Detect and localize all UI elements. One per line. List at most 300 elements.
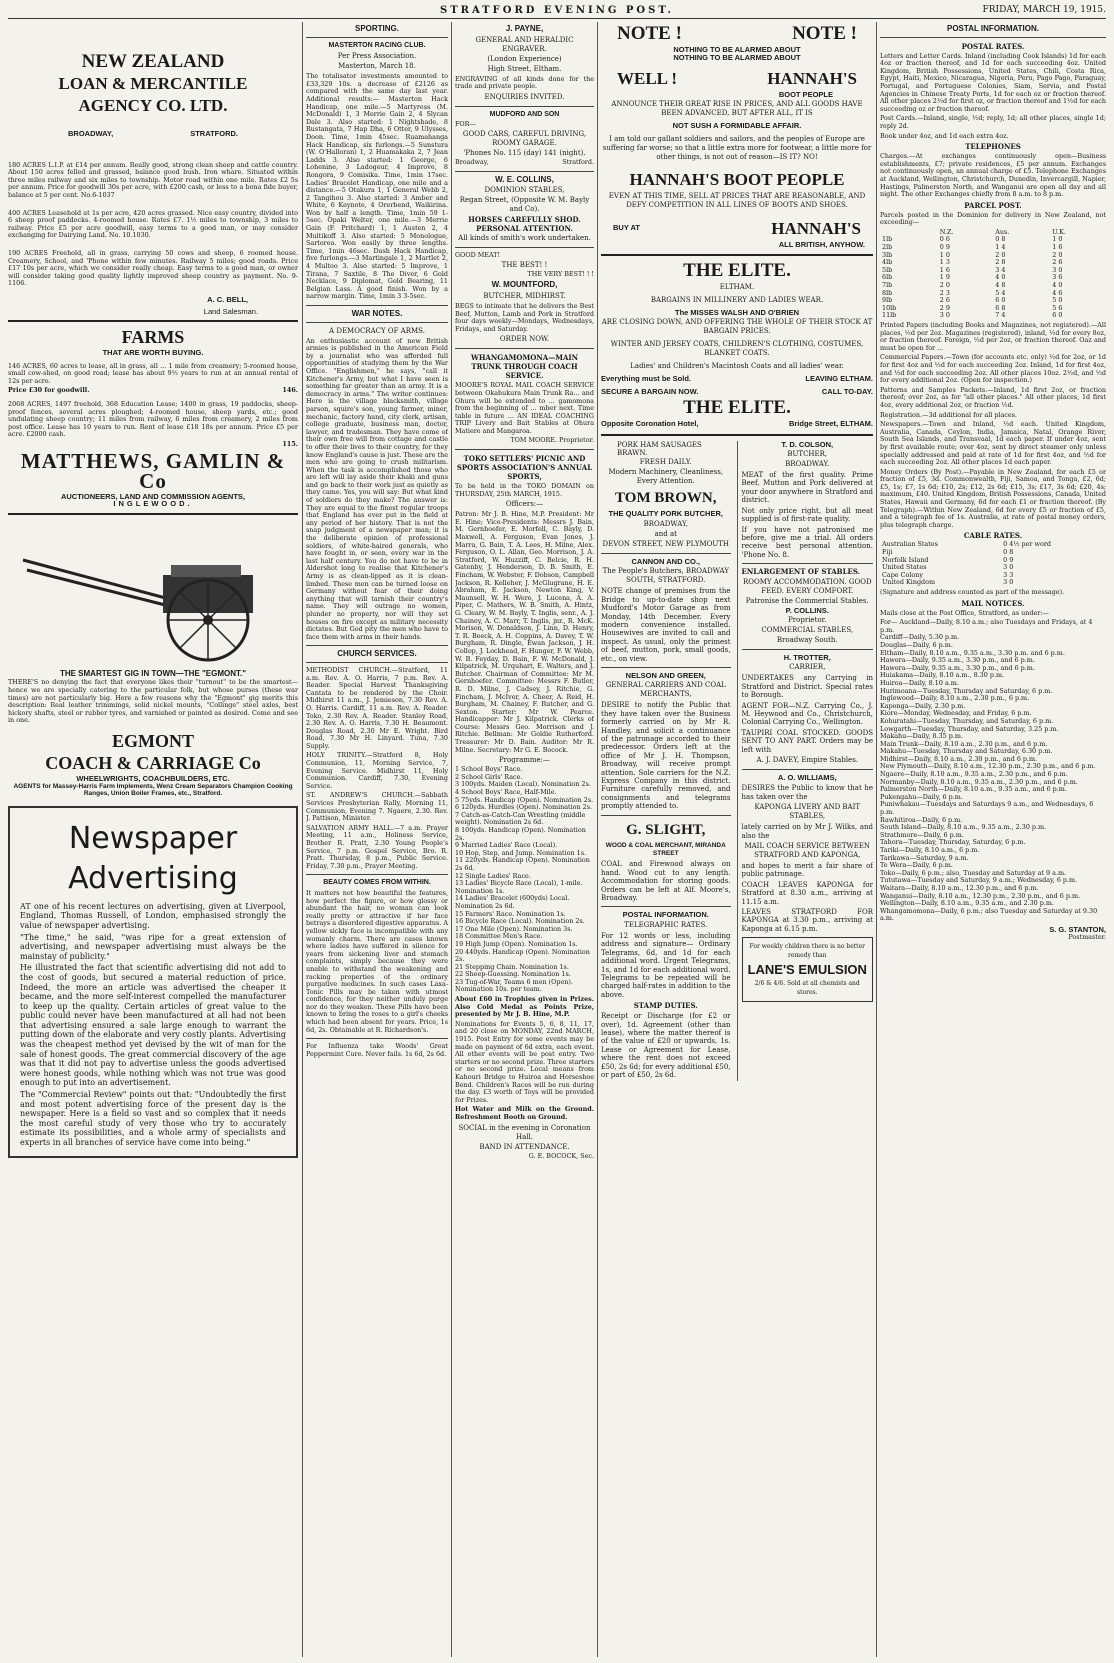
- mudford-address: [455, 159, 594, 167]
- table-cell: 6 0: [995, 296, 1006, 305]
- colson-text: MEAT of the first quality. Prime Beef, Mutton and Pork delivered at your door anywhere in Stratford and district.: [741, 471, 873, 505]
- money-orders: Money Orders (By Post).—Payable in New Zealand, for each £5 or fraction of £5, 3d. Commonwealth, Fiji, Samoa, and Tonga, £2, 6d; £5, 1s; £7, 1s 6d; £10, 2s; £12, 2s 6d; £15, 3s; £17, 3s 6d; £20, 4s; maximum, £40. United Kingdom, British Possessions, Canada, United States, Hawaii and Germany, 6d for each £1 or fraction thereof. (By Telegraph).—Within New Zealand, 6d for every £5 or fraction of £5, and a telegraph fee of 1s. Australia, at rate of postal money orders, plus telegraph charge.: [880, 467, 1106, 529]
- divider: [455, 247, 594, 248]
- mail-coach-text: and hopes to merit a fair share of public patronage.: [741, 862, 873, 879]
- table-cell: 6 0: [1052, 311, 1063, 320]
- table-header: N.Z.: [939, 227, 954, 236]
- land-listing: 190 ACRES Freehold, all in grass, carrying 50 cows and sheep, 6 roomed house. Creamery, School, and 'Phone within few minutes. Railway 5 miles; good roads. Price £17 10s per acre, which we consider really cheap. Easy terms to a good man, or owner will consider taking good quality lightly improved sheep country as payment. No. 9-1106.: [8, 248, 298, 288]
- column-rule: [597, 22, 598, 1657]
- nz-loan-title-2: LOAN & MERCANTILE: [58, 74, 248, 93]
- table-row: [880, 312, 1106, 320]
- list-item: New Plymouth—Daily, 8.10 a.m., 12.30 p.m., 2.30 p.m., and 6 p.m.: [880, 762, 1096, 771]
- column-rule: [876, 22, 877, 1657]
- list-item: 1 School Boys' Race.: [455, 765, 523, 774]
- divider: [306, 645, 448, 646]
- church-notice: HOLY TRINITY.—Stratford 8, Holy Communion, 11, Morning Service, 7, Evening Service. Midhirst 11, Holy Communion. Cardiff, 7.30, Evening Service.: [306, 751, 448, 790]
- list-item: Hurimoana—Tuesday, Thursday and Saturday, 6 p.m.: [880, 686, 1053, 695]
- elite-closing: ARE CLOSING DOWN, AND OFFERING THE WHOLE OF THEIR STOCK AT BARGAIN PRICES.: [601, 318, 873, 336]
- postal-rates-heading: POSTAL RATES.: [961, 41, 1025, 51]
- list-item: 23 Tug-of-War, Teams 6 men (Open). Nomination 10s. per team.: [455, 977, 573, 994]
- divider: [601, 815, 731, 816]
- tom-brown-quality: THE QUALITY PORK BUTCHER,: [608, 509, 723, 519]
- buy-at: BUY AT: [613, 223, 640, 233]
- farm-listing: 2068 ACRES, 1497 freehold, 368 Education Lease; 1400 in grass, 19 paddocks, sheep-proof fences, several acres ploughed; 4-roomed house, sheep yards, etc.; good undulating sheep country; 11 miles from railway, 6 miles from creamery, 2 miles from post office. Lease has 10 years to run. Rent of lease £18 18s per annum. Price £5 per acre. £2000 cash.: [8, 400, 298, 439]
- proprietor-label: Proprietor.: [788, 615, 827, 624]
- telegraphic-text: For 12 words or less, including address and signature— Ordinary Telegrams, 6d, and 1d for each additional word. Urgent Telegrams, 1s, and 1d for each additional word. Telegrams to be repeated will be charged half-rates in addition to the above.: [601, 931, 731, 999]
- williams-title: A. O. WILLIAMS,: [777, 773, 837, 782]
- well-hannahs-row: [601, 63, 873, 91]
- hannahs-text-2: HANNAH'S: [771, 218, 861, 238]
- trotter-davey: A. J. DAVEY, Empire Stables.: [756, 756, 859, 764]
- list-item: Kaponga—Daily, 2.30 p.m.: [880, 701, 966, 710]
- advertising-paragraph: He illustrated the fact that scientific advertising did not add to the cost of goods, but secured a material reduction of price. Indeed, the more an article was advertised the cheaper it became, and the more self-interest compelled the manufacturer to keep up the quality. Certain articles of great value to the public could never have been manufactured at all had not been that advertising ensured a sale large enough to warrant the putting down of the elaborate and very costly plants. Advertising was the cheapest method yet devised by the wit of man for the sale of honest goods. The great commercial discovery of the age was that it did not pay to advertise unless the goods advertised were honest goods, while nothing which was not true was good enough to put into an advertisement.: [20, 963, 286, 1088]
- table-cell: 2 8: [995, 258, 1006, 267]
- payne-name: J. PAYNE,: [505, 24, 544, 33]
- toko-nominations: Nominations for Events 5, 6, 8, 11, 17, and 20 close on MONDAY, 22nd MARCH, 1915. Post Entry for some events may be made on payment of 6d extra, each event. All other events will be post entry. Two starters or no second prize. Three starters or no second prize. Local means from Kahouri Bridge to Huiroa and Horseshoe Bend. Children's Races will be run during the day. £3 worth of Toys will be provided for Prizes.: [455, 1019, 594, 1104]
- divider: [601, 254, 873, 256]
- telephones-heading: TELEPHONES: [965, 142, 1021, 152]
- table-cell: 7 4: [995, 311, 1006, 320]
- divider: [306, 322, 448, 323]
- list-item: Ngaere—Daily, 8.10 a.m., 9.35 a.m., 2.30 p.m., and 6 p.m.: [880, 770, 1068, 779]
- stamp-text: Receipt or Discharge (for £2 or over), 1d. Agreement (other than lease), where the matter thereof is of the value of £20 or upwards, 1s. Lease or Agreement for Lease, where the rent does not exceed £50, 2s 6d; for every additional £50, or part of £50, 2s 6d.: [601, 1012, 731, 1079]
- list-item: 16 Bicycle Race (Local). Nomination 2s.: [455, 917, 585, 926]
- hannahs-boot-people: HANNAH'S BOOT PEOPLE: [629, 169, 845, 189]
- farm-number: 115.: [282, 440, 298, 449]
- list-item: Inglewood—Daily, 8.10 a.m., 2.30 p.m., 6 p.m.: [880, 694, 1030, 703]
- divider: [601, 553, 731, 554]
- list-item: Puniwhakau—Tuesdays and Saturdays 9 a.m., and Wednesdays, 6 p.m.: [880, 800, 1094, 817]
- salesman-name: A. C. BELL,: [207, 294, 248, 304]
- toko-secretary: G. E. BOCOCK, Sec.: [528, 1151, 594, 1160]
- advertising-paragraph: AT one of his recent lectures on advertising, given at Liverpool, England, Thomas Russell, of London, emphasised strongly the value of newspaper advertising.: [20, 901, 286, 930]
- table-cell: 2 0: [1052, 250, 1063, 259]
- collins-proprietor: P. COLLINS.: [785, 605, 829, 615]
- list-item: 6 120yds. Hurdles (Open). Nomination 2s.: [455, 803, 593, 812]
- mail-notices-heading: MAIL NOTICES.: [961, 598, 1025, 608]
- mail-list: [880, 619, 1106, 923]
- table-row: [880, 236, 1106, 244]
- post-card-rates: Post Cards.—Inland, single, ½d; reply, 1d; all other places, single 1d; reply 2d.: [880, 114, 1106, 130]
- list-item: Wellington—Daily, 8.10 a.m., 9.35 a.m., and 2.30 p.m.: [880, 899, 1054, 908]
- divider: [601, 434, 873, 436]
- collins-address: Regan Street, (Opposite W. M. Bayly and Co).: [459, 196, 590, 214]
- postmaster-name: S. G. STANTON,: [1049, 924, 1106, 934]
- toko-date: To be held in the TOKO DOMAIN on THURSDAY, 25th MARCH, 1915.: [455, 482, 594, 498]
- all-british: ALL BRITISH, ANYHOW.: [778, 239, 865, 249]
- divider: [8, 513, 298, 515]
- list-item: Makahu—Tuesday, Thursday and Saturday, 6.30 p.m.: [880, 747, 1053, 756]
- parcel-table: [880, 229, 1106, 320]
- newspapers-rates: Newspapers.—Town and Inland, ½d each. United Kingdom, Australia, Canada, Ceylon, India, Jamaica, Natal, Orange River, South Sea Islands, and Transvaal, 1d each paper. If under 4oz, sent by first available route; over 4oz, sent by direct steamer only unless specially addressed and paid at rate of 1d for first 4oz, and ½d for each succeeding 2oz. All other places 1d each paper.: [880, 420, 1106, 467]
- nz-loan-address-left: BROADWAY,: [68, 129, 114, 138]
- gig-illustration: [8, 520, 298, 670]
- nz-loan-title: NEW ZEALAND: [81, 51, 225, 72]
- buy-at-row: [601, 211, 873, 241]
- egmont-coach-title-2: COACH & CARRIAGE Co: [45, 752, 261, 773]
- cannon-text: NOTE change of premises from the Bridge to up-to-date shop next Mudford's Motor Garage as from Monday, 14th December. Every modern convenience installed. Housewives are invited to call and inspect. As usual, only the primest of beef, mutton, pork, small goods, etc., on view.: [601, 587, 731, 663]
- farm-number: 146.: [282, 386, 298, 395]
- list-item: Kiore—Monday, Wednesday, and Friday, 6 p.m.: [880, 709, 1032, 718]
- list-item: Wanganui—Daily, 8.10 a.m., 12.30 p.m., 2.30 p.m., and 6 p.m.: [880, 891, 1081, 900]
- table-cell: 4 0: [1052, 281, 1063, 290]
- farms-subtitle: THAT ARE WORTH BUYING.: [102, 348, 204, 358]
- racing-heading: MASTERTON RACING CLUB.: [328, 41, 426, 49]
- stamp-heading: STAMP DUTIES.: [633, 1001, 698, 1011]
- commercial-stables: COMMERCIAL STABLES,: [761, 625, 854, 634]
- colson-text-2: Not only price right, but all meat supplied is of first-rate quality.: [741, 506, 873, 524]
- list-item: 21 Stepping Chain. Nomination 1s.: [455, 962, 569, 971]
- divider: [742, 649, 873, 650]
- announce-text: ANNOUNCE THEIR GREAT RISE IN PRICES, AND ALL GOODS HAVE BEEN ADVANCED, BUT AFTER ALL, IT IS: [611, 100, 863, 118]
- table-row: [880, 579, 1106, 587]
- table-cell: 1 6: [1052, 243, 1063, 252]
- mountford-subtitle: BUTCHER, MIDHIRST.: [483, 291, 566, 300]
- table-cell: 4 6: [1052, 288, 1063, 297]
- newspaper-advertising-title-2: Advertising: [68, 860, 238, 896]
- toko-heading: TOKO SETTLERS' PICNIC AND SPORTS ASSOCIATION'S ANNUAL SPORTS,: [456, 454, 593, 482]
- table-cell: 3 0: [1052, 265, 1063, 274]
- farms-title: FARMS: [121, 327, 185, 348]
- colson-text-3: If you have not patronised me before, give me a trial. All orders receive best personal attention. 'Phone No. 8.: [741, 525, 873, 559]
- list-item: 11 220yds. Handicap (Open). Nomination 2s 6d.: [455, 856, 590, 872]
- table-cell: 6lb: [882, 273, 893, 282]
- church-notice: METHODIST CHURCH.—Stratford, 11 a.m. Rev. A. O. Harris, 7 p.m. Rev. A. Reader. Special Harvest Thanksgiving Cantata to be rendered by the Choir. Midhirst 11 a.m., J. Jemieson, 7.30 Rev. A. O. Harris. Cardiff, 11 a.m. Rev. A. Reader. Toko, 2.30 Rev. A. Reader. Stanley Road, 2.30 Rev. A. O. Harris, 7.30 H. Beaumont. Douglas Road, 2.30 Mr E. Wright. Bird Road, 7.30 Mr H. Linyard. Tuna, 7.30 Supply.: [306, 665, 448, 750]
- tom-brown-broadway: BROADWAY,: [643, 519, 688, 528]
- list-item: 22 Sheep-Guessing. Nomination 1s.: [455, 970, 571, 979]
- table-cell: 3 0: [939, 311, 950, 320]
- postal-info-heading: POSTAL INFORMATION.: [947, 24, 1039, 33]
- list-item: Kohuratahi—Tuesday, Thursday, and Saturday, 6 p.m.: [880, 716, 1054, 725]
- table-cell: 0 9: [1003, 555, 1014, 564]
- emulsion-ad: [742, 937, 873, 1002]
- trotter-title: H. TROTTER,: [783, 652, 831, 662]
- not-such-affair: NOT SUSH A FORMIDABLE AFFAIR.: [672, 121, 802, 131]
- payne-text: ENGRAVING of all kinds done for the trade and private people.: [455, 74, 594, 91]
- told-text: I am told our gallant soldiers and sailors, and the peoples of Europe are suffering far worse; so that a little extra more for footwear, a little more for other things, is not out of reason—IS IT? NO!: [602, 134, 872, 161]
- toko-programme: [455, 766, 594, 994]
- table-cell: 4lb: [882, 258, 893, 267]
- parcel-intro: Parcels posted in the Dominion for delivery in New Zealand, not exceeding—: [880, 210, 1106, 227]
- collins-text: HORSES CAREFULLY SHOD. PERSONAL ATTENTION.: [468, 215, 581, 234]
- printed-papers: Printed Papers (including Books and Magazines, not registered).—All places, ½d per 2oz. Magazines (registered), inland, ½d for every 8oz, or fraction thereof. Foreign, ½d per 2oz, or fraction thereof. Oaz and must be open for ...: [880, 321, 1106, 352]
- matthews-gamlin-subtitle: AUCTIONEERS, LAND AND COMMISSION AGENTS,: [60, 491, 246, 501]
- divider: [742, 563, 873, 564]
- postal-heading: POSTAL INFORMATION.: [622, 910, 709, 920]
- matthews-gamlin-town: INGLEWOOD.: [113, 499, 193, 509]
- tom-brown-devon: DEVON STREET, NEW PLYMOUTH: [602, 539, 730, 548]
- table-cell: United States: [882, 563, 927, 572]
- note-header: [601, 22, 873, 46]
- divider: [601, 667, 731, 668]
- divider: [306, 874, 448, 875]
- toko-officers-heading: Officers:—: [505, 500, 544, 509]
- list-item: Tariki—Daily, 8.10 a.m., 6 p.m.: [880, 846, 980, 854]
- elite-bridge: Bridge Street, ELTHAM.: [788, 419, 873, 429]
- table-cell: 3 4: [995, 265, 1006, 274]
- table-cell: Cape Colony: [882, 570, 923, 579]
- toko-prizes: About £60 in Trophies given in Prizes. Also Cold Medal as Points Prize, presented by Mr J. B. Hine, M.P.: [455, 995, 594, 1019]
- table-cell: 11lb: [882, 311, 897, 320]
- salesman-title: Land Salesman.: [203, 306, 258, 316]
- list-item: 15 Farmers' Race. Nomination 1s.: [455, 909, 566, 918]
- letter-rates: Letters and Letter Cards. Inland (including Cook Islands) 1d for each 4oz or fraction thereof, and 1d for each succeeding 4oz. United Kingdom, British Possessions, United States, Chili, Costa Rica, Egypt, Haiti, Mexico, Nicaragua, Nigeria, Peru, Pago Pago, Paraguay, Portugal, and Portuguese Colonies, Siam, Servia, and Postal Agencies in Chinese Treaty Ports, 1d for each oz or fraction thereof. All other places 2½d for first oz, or fraction thereof and 1½d for each succeeding oz or fraction thereof.: [880, 51, 1106, 113]
- coach-leaves-kaponga: COACH LEAVES KAPONGA for Stratford at 8.30 a.m., arriving at 11.15 a.m.: [741, 880, 873, 906]
- list-item: Strathmore—Daily, 6 p.m.: [880, 830, 964, 839]
- table-cell: 0 4½ per word: [1003, 540, 1051, 549]
- table-cell: 3 0: [1003, 578, 1014, 587]
- influenza-notice: For Influenza take Woods' Great Peppermint Cure. Never fails. 1s 6d, 2s 6d.: [306, 1042, 448, 1058]
- kaponga-text: lately carried on by Mr J. Wilks, and also the: [741, 823, 873, 840]
- table-cell: 5 4: [995, 288, 1006, 297]
- table-cell: 0 8: [995, 235, 1006, 244]
- toko-band: BAND IN ATTENDANCE.: [479, 1142, 570, 1151]
- elite-leaving: LEAVING ELTHAM.: [805, 374, 873, 384]
- registration: Registration.—3d additional for all places.: [880, 410, 1017, 419]
- land-listing: 400 ACRES Leasehold at 1s per acre, 420 acres grassed. Nice easy country, divided into 6 sheep proof paddocks. 4-roomed house. Rates £7. 1½ miles to township, 3 miles to railway. Price £5 per acre goodwill, easy terms to a good man, or may consider exchanging for Dairying Land. No. 10.1030.: [8, 208, 298, 240]
- table-cell: 1 4: [995, 243, 1006, 252]
- collins-text-2: All kinds of smith's work undertaken.: [458, 234, 591, 243]
- racing-dateline: Masterton, March 18.: [338, 62, 416, 71]
- elite-town: ELTHAM.: [719, 283, 755, 292]
- church-services-heading: CHURCH SERVICES.: [337, 649, 417, 659]
- toko-refreshments: Hot Water and Milk on the Ground. Refreshment Booth on Ground.: [455, 1105, 594, 1121]
- divider: [306, 1038, 448, 1039]
- mudford-address-left: Broadway,: [455, 157, 489, 166]
- cannon-subtitle: The People's Butchers, BROADWAY SOUTH, STRATFORD.: [602, 567, 729, 585]
- list-item: Rawhitiroa—Daily, 6 p.m.: [880, 815, 963, 824]
- table-cell: 3 0: [1003, 563, 1014, 572]
- nz-loan-address-right: STRATFORD.: [190, 129, 238, 138]
- list-item: Hawera—Daily, 9.35 a.m., 3.30 p.m., and 6 p.m.: [880, 656, 1035, 665]
- payne-address: High Street, Eltham.: [487, 64, 562, 73]
- nelson-title: NELSON AND GREEN,: [625, 670, 706, 680]
- elite-title: THE ELITE.: [683, 260, 791, 282]
- list-item: Huiakama—Daily, 8.10 a.m., 8.30 p.m.: [880, 671, 1005, 680]
- colson-title: T. D. COLSON,: [781, 439, 834, 449]
- table-cell: 9lb: [882, 296, 893, 305]
- list-item: Te Wera—Daily, 6 p.m.: [880, 861, 953, 870]
- list-item: 2 School Girls' Race.: [455, 772, 523, 781]
- table-cell: 1lb: [882, 235, 893, 244]
- elite-address-row: [601, 420, 873, 428]
- nothing-alarmed: NOTHING TO BE ALARMED ABOUT: [673, 45, 801, 54]
- list-item: Pukengahu—Daily, 6 p.m.: [880, 792, 963, 801]
- mudford-phone: 'Phones No. 115 (day) 141 (night).: [463, 148, 586, 157]
- commercial-papers: Commercial Papers.—Town (for accounts etc. only) ½d for 2oz, or 1d for first 4oz and ½d for each succeeding 2oz. Inland, 1d for first 4oz, and ½d for each succeeding 2oz. All other places 10oz. 2½d, and ½d for every additional 2oz. (Open for inspection.): [880, 353, 1106, 385]
- mail-intro: Mails close at the Post Office, Stratford, as under:—: [880, 608, 1049, 617]
- table-row: [880, 290, 1106, 298]
- mudford-items: GOOD CARS, CAREFUL DRIVING, ROOMY GARAGE.: [462, 129, 587, 147]
- elite-winter: WINTER AND JERSEY COATS, CHILDREN'S CLOTHING, COSTUMES, BLANKET COATS.: [610, 340, 864, 358]
- cable-note: (Signature and address counted as part of the message).: [880, 588, 1065, 596]
- table-cell: 3 3: [1003, 570, 1014, 579]
- elite-sold: Everything must be Sold.: [601, 374, 692, 384]
- table-row: [880, 541, 1106, 549]
- table-row: [880, 229, 1106, 237]
- nelson-subtitle: GENERAL CARRIERS AND COAL MERCHANTS,: [605, 681, 726, 699]
- elite-macs: Ladies' and Children's Macintosh Coats and all ladies' wear.: [630, 362, 844, 371]
- payne-experience: (London Experience): [487, 54, 562, 63]
- divider: [455, 171, 594, 172]
- boot-people: BOOT PEOPLE: [778, 89, 833, 99]
- list-item: Huiroa—Daily, 8.10 a.m.: [880, 678, 959, 687]
- table-cell: 1 3: [939, 258, 950, 267]
- column-3: [455, 22, 594, 1657]
- table-cell: 7lb: [882, 281, 893, 290]
- divider: [742, 769, 873, 770]
- elite-call: CALL TO-DAY.: [821, 386, 873, 396]
- table-cell: Australian States: [882, 540, 938, 549]
- elite-misses: The MISSES WALSH AND O'BRIEN: [674, 308, 799, 318]
- mail-coach-heading: MAIL COACH SERVICE BETWEEN STRATFORD AND KAPONGA,: [744, 842, 871, 860]
- meat-heading: GOOD MEAT!: [455, 251, 501, 260]
- coach-heading: WHANGAMOMONA—MAIN TRUNK THROUGH COACH SERVICE.: [470, 353, 579, 381]
- mountford-name: W. MOUNTFORD,: [491, 280, 558, 290]
- trotter-agent: AGENT FOR—N.Z. Carrying Co., J. M. Heywood and Co., Christchurch, Colonial Carrying Co., Wellington.: [741, 701, 873, 727]
- church-notice: ST. ANDREW'S CHURCH.—Sabbath Services Presbyterian Rally, Morning 11, Communion, Evening 7. Ngaere, 2.30. Rev. J. Pattison, Minister.: [306, 791, 448, 823]
- advertising-paragraph: The "Commercial Review" points out that: "Undoubtedly the first and most potent advertising force of the present day is the newspaper. Here is a field so vast and so complex that it needs the most careful study of very those who try to accurately estimate its possibilities, and a whole army of specialists and experts in all branches of service have come into being.": [20, 1090, 286, 1147]
- table-cell: 3 6: [1052, 273, 1063, 282]
- order-now: ORDER NOW.: [499, 335, 550, 344]
- coach-text: MOORE'S ROYAL MAIL COACH SERVICE between Okahukura Main Trunk Ra... and Ohura will be extended to ... gamomona from the beginning of ... mber next. Time table in future ... AN IDEAL COACHING TRIP Livery and Bait Stables at Ohura Matiere and Mangaroa.: [455, 381, 594, 435]
- racing-byline: Per Press Association.: [337, 52, 417, 61]
- list-item: For— Auckland—Daily, 8.10 a.m.; also Tuesdays and Fridays, at 4 p.m.: [880, 618, 1093, 634]
- divider: [306, 305, 448, 306]
- list-item: Palmerston North—Daily, 8.10 a.m., 9.35 a.m., and 6 p.m.: [880, 785, 1067, 794]
- tom-brown-title: TOM BROWN,: [615, 490, 717, 507]
- gig-carriage-icon: [13, 525, 293, 665]
- tom-brown-and-at: and at: [654, 529, 677, 538]
- egmont-coach-subtitle: WHEELWRIGHTS, COACHBUILDERS, ETC.: [76, 773, 230, 783]
- table-cell: 2 6: [1052, 258, 1063, 267]
- list-item: Whangamomona—Daily, 6 p.m.; also Tuesday and Saturday at 9.30 a.m.: [880, 906, 1098, 923]
- elite-opposite: Opposite Coronation Hotel,: [601, 419, 699, 429]
- table-cell: 4 0: [995, 273, 1006, 282]
- toko-social: SOCIAL in the evening in Coronation Hall.: [458, 1123, 591, 1141]
- list-item: Makahu—Daily, 8.35 p.m.: [880, 732, 963, 741]
- table-cell: 1 6: [939, 265, 950, 274]
- list-item: Douglas—Daily, 6 p.m.: [880, 640, 953, 649]
- divider: [306, 662, 448, 663]
- farm-listing: 146 ACRES, 60 acres to lease, all in grass, all ... 1 mile from creamery; 5-roomed house, small cow-shed, on good road; lease has about 9½ years to run at an annual rental of 12s per acre.: [8, 361, 298, 385]
- column-5: [880, 22, 1106, 1657]
- egmont-coach-title: EGMONT: [111, 730, 194, 751]
- slight-text: COAL and Firewood always on hand. Wood cut to any length. Accommodation for storing goods. Orders can be left at Alf. Moore's, Broadway.: [601, 860, 731, 903]
- telegraphic-heading: TELEGRAPHIC RATES.: [624, 920, 708, 929]
- list-item: 17 One Mile (Open). Nomination 3s.: [455, 924, 573, 933]
- table-cell: 1 9: [939, 273, 950, 282]
- toko-programme-heading: Programme:—: [498, 756, 551, 765]
- emulsion-title: LANE'S EMULSION: [747, 962, 867, 978]
- column-rule: [451, 22, 452, 1657]
- list-item: 19 High Jump (Open). Nomination 1s.: [455, 939, 578, 948]
- meat-heading-2: THE BEST! !: [501, 260, 548, 269]
- meat-heading-3: THE VERY BEST! ! !: [527, 269, 594, 278]
- table-cell: United Kingdom: [882, 578, 936, 587]
- toko-officers: Patron: Mr J. B. Hine, M.P. President: Mr E. Hine; Vice-Presidents: Messrs J. Bain, M. Gernhoefer, E. Morfell, C. Bayly, D. Maxwell, A. Ferguson, Evan Jones, J. Marra, G. Bain, T. A. Lees, H. Milne, Alex. Ferguson, O. L. Allan, Geo. Morrison, J. A. Stratford, W. Huzziff, C. Belcie, R. H. Gatenby, J. Henderson, D. B. Smith, E. Fincham, W. Webster, F. Dobson, Campbell Jackson, R. Kelleher, J. McGlugrane, H. E. Abraham, E. Jackson, Newton King, V. Maunsell, W. H. Were, J. Lucena, A. A. Piper, C. Mathers, W. B. Smith, A. Hintz, G. Cleary, W. M. Bayly, T. Inglis, senr., A. J. Chainey, A. C. Marr, T. Inglis, jnr., R. McK. Morison, W. Donaldson, J. Linn, D. Henry, T. R. Beeck, A. H. Coppins, A. Davey, T. W. Burgham, R. Dingle, Ewan Jackson, J. H. Collop, J. Lockhead, F. Hunger, F. W. Webb, W. B. Feyday, D. Bain, F. W. McDonald, J. Kilpatrick, M. Urquhart, E. Walters, and J. Butcher. Chairman of Committee: Mr M. Gernhoefer. Committee: Messrs F. Butler, R. D. Milne, J. Cadsey, J. Ritchie, G. Fincham, J. McIver, A. Cheer, A. Reid, H. Burgham, M. Chainey, F. Rutcher, and G. Sexton. Starter: Mr W. Pearce. Handicapper: Mr J. Kilpatrick. Clerks of Course: Messrs Geo. Morrison and J. Ritchie. Bellman: Mr Goldie Rutherford. Treasurer: Mr D. Bain. Auditor: Mr R. Milne. Secretary: Mr G. E. Bocock.: [455, 510, 594, 754]
- divider: [455, 348, 594, 349]
- parcel-post-heading: PARCEL POST.: [964, 200, 1022, 210]
- slight-subtitle: WOOD & COAL MERCHANT, MIRANDA STREET: [605, 841, 726, 858]
- column-2: [306, 22, 448, 1657]
- colson-subtitle: BUTCHER,: [787, 450, 828, 459]
- list-item: 7 Catch-as-Catch-Can Wrestling (middle weight). Nomination 2s 6d.: [455, 810, 586, 827]
- tom-brown-items: PORK HAM SAUSAGES BRAWN.: [617, 440, 702, 458]
- collins-name: W. E. COLLINS,: [495, 174, 554, 184]
- mountford-text: BEGS to intimate that he delivers the Best Beef, Mutton, Lamb and Pork in Stratford four days weekly—Mondays, Wednesdays, Fridays, and Saturday.: [455, 301, 594, 333]
- elite-title-2: THE ELITE.: [683, 397, 791, 419]
- table-cell: 0 9: [939, 243, 950, 252]
- newspaper-advertising-title: Newspaper: [68, 820, 238, 856]
- divider: [455, 106, 594, 107]
- table-cell: 0 6: [939, 235, 950, 244]
- list-item: 12 Single Ladies' Race.: [455, 871, 531, 880]
- table-row: [880, 274, 1106, 282]
- matthews-gamlin-title: MATTHEWS, GAMLIN & Co: [20, 448, 286, 493]
- table-row: [880, 297, 1106, 305]
- list-item: 9 Married Ladies' Race (Local).: [455, 841, 558, 850]
- mudford-heading: MUDFORD AND SON: [489, 110, 560, 118]
- telephone-text: Charges.—At exchanges continuously open—Business establishments, £7; private residences, £5 per annum. Exchanges not continuously open, an annual charge of £5. Telephone Exchanges at Auckland, Wellington, Christchurch, Dunedin, Invercargill, Napier, Hastings, Palmerston North, and Wanganui are open all day and all night. The other Exchanges chiefly from 8 a.m. to 8 p.m.: [880, 152, 1106, 199]
- slight-title: G. SLIGHT,: [626, 821, 706, 838]
- well-text: WELL !: [617, 68, 677, 88]
- list-item: Midhirst—Daily, 8.10 a.m., 2.30 p.m., and 6 p.m.: [880, 754, 1038, 763]
- tom-brown-fresh: FRESH DAILY.: [639, 458, 692, 467]
- note-left: NOTE !: [617, 23, 682, 44]
- enlargement-heading: ENLARGEMENT OF STABLES.: [741, 567, 861, 577]
- payne-enquiries: ENQUIRIES INVITED.: [484, 92, 565, 101]
- williams-text: DESIRES the Public to know that he has taken over the: [741, 784, 873, 801]
- table-row: [880, 305, 1106, 313]
- farm-price-row: [8, 387, 298, 395]
- table-cell: 1 0: [939, 250, 950, 259]
- list-item: 3 100yds. Maiden (Local). Nomination 2s.: [455, 780, 591, 789]
- elite-sold-row: [601, 375, 873, 383]
- table-cell: 3lb: [882, 250, 893, 259]
- collins-stables: DOMINION STABLES,: [484, 186, 565, 195]
- list-item: 10 Hop, Step, and Jump. Nomination 1s.: [455, 848, 587, 857]
- list-item: Lowgarth—Tuesday, Thursday, and Saturday, 3.25 p.m.: [880, 724, 1059, 733]
- list-item: 18 Committee Men's Race.: [455, 932, 543, 941]
- table-cell: Fiji: [882, 548, 893, 557]
- emulsion-small: For weekly children there is no better remedy than: [749, 943, 865, 960]
- table-cell: 5 0: [1052, 296, 1063, 305]
- table-cell: 2 6: [939, 296, 950, 305]
- mudford-address-right: Stratford.: [562, 157, 594, 166]
- cable-rates-heading: CABLE RATES.: [963, 531, 1023, 541]
- book-rates: Book under 4oz, and 1d each extra 4oz.: [880, 131, 1009, 140]
- table-row: [880, 244, 1106, 252]
- nz-loan-title-3: AGENCY CO. LTD.: [78, 96, 228, 115]
- table-cell: 4 8: [995, 281, 1006, 290]
- divider: [880, 37, 1106, 38]
- even-text: EVEN AT THIS TIME, SELL AT PRICES THAT ARE REASONABLE, AND DEFY COMPETITION IN ALL LINES OF BOOTS AND SHOES.: [608, 191, 866, 209]
- list-item: Tarikawa—Saturday, 9 a.m.: [880, 853, 969, 862]
- list-item: 14 Ladies' Bracelet (600yds) Local. Nomination 2s 6d.: [455, 894, 570, 910]
- column-4: [601, 22, 873, 1657]
- colson-address: BROADWAY.: [785, 460, 830, 469]
- table-cell: 2 9: [939, 303, 950, 312]
- table-cell: 5 6: [1052, 303, 1063, 312]
- list-item: Cardiff—Daily, 5.30 p.m.: [880, 633, 960, 642]
- table-header: Aus.: [995, 227, 1010, 236]
- coach-signature: TOM MOORE. Proprietor.: [510, 436, 594, 445]
- cannon-title: CANNON AND CO.,: [631, 556, 700, 566]
- table-cell: 2lb: [882, 243, 893, 252]
- list-item: 5 75yds. Handicap (Open). Nomination 2s.: [455, 795, 594, 804]
- beauty-text: It matters not how beautiful the features, how perfect the figure, or how glossy or abundant the hair, no woman can look really pretty or attractive if her face betrays a disordered digestive apparatus. A yellow sickly face is incompatible with any womanly charm. There are cases known where ladies have suffered in silence for years from sickening liver and stomach complaints, simply because they were unable to withstand the weakening and racking properties of the ordinary purgative medicines. In such cases Laxa-Tonic Pills may be taken with utmost confidence, for they neither unduly purge nor do they weaken. These Pills have been known to bring the roses to a girl's cheeks which had been absent for years. Price, 1s 6d, 2s. Obtainable at R. Richardson's.: [306, 888, 448, 1034]
